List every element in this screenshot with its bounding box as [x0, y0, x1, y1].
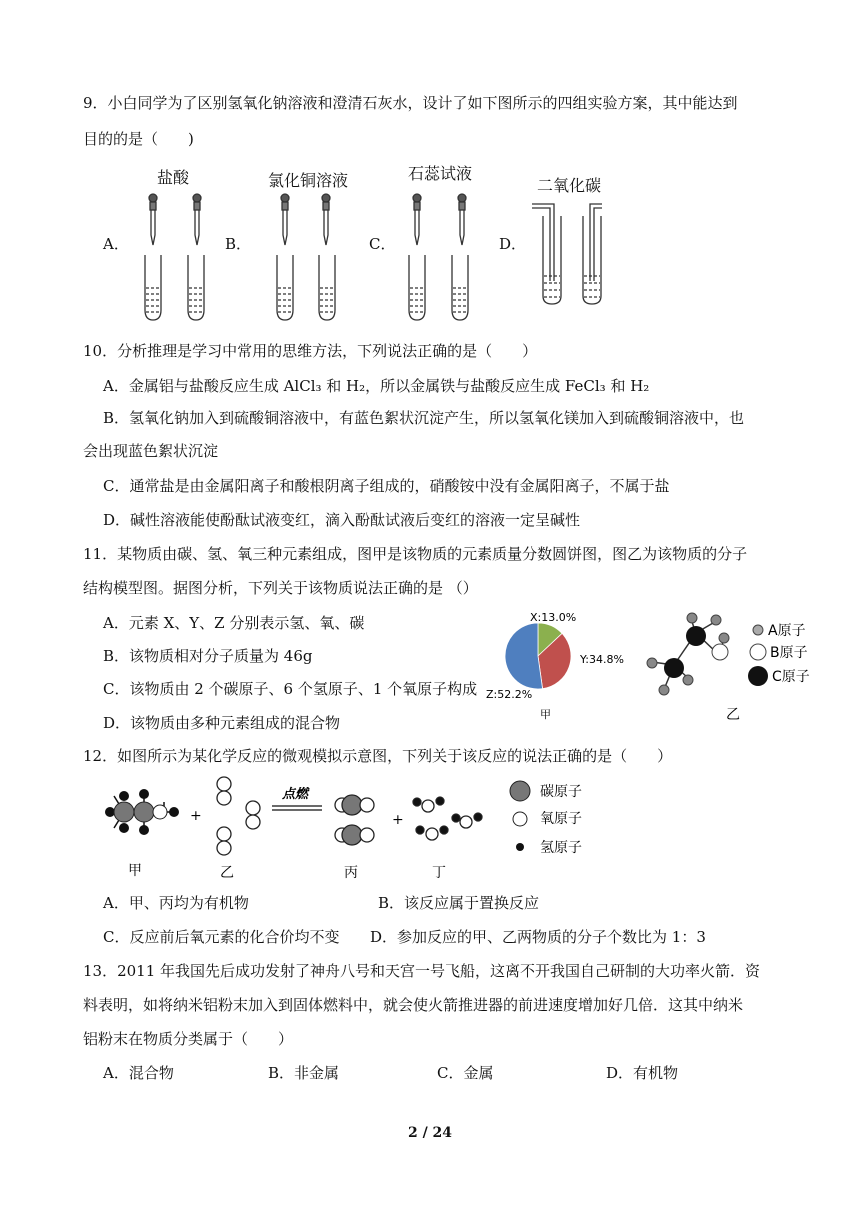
q13-option-d: D．有机物 [606, 1064, 679, 1082]
q11-molecule-model [640, 606, 840, 726]
q12-legend-hydrogen: 氢原子 [540, 840, 582, 856]
q9-reagent-a: 盐酸 [157, 168, 190, 187]
q10-option-b-line1: B．氢氧化钠加入到硫酸铜溶液中，有蓝色絮状沉淀产生，所以氢氧化镁加入到硫酸铜溶液中，也 [103, 409, 745, 427]
q12-caption-ding: 丁 [432, 865, 446, 881]
q11-stem-line2: 结构模型图。据图分析，下列关于该物质说法正确的是 （） [83, 579, 478, 597]
q12-option-b: B．该反应属于置换反应 [378, 894, 540, 912]
q9-option-a-label: A． [103, 235, 129, 253]
q12-legend-oxygen: 氧原子 [540, 811, 582, 827]
q10-option-d: D．碱性溶液能使酚酞试液变红，滴入酚酞试液后变红的溶液一定呈碱性 [103, 511, 581, 529]
q9-reagent-d: 二氧化碳 [537, 176, 602, 195]
q12-caption-bing: 丙 [344, 865, 358, 881]
q12-caption-jia: 甲 [128, 863, 142, 879]
q12-arrow-label: 点燃 [282, 787, 309, 802]
q13-stem-line1: 13．2011 年我国先后成功发射了神舟八号和天宫一号飞船，这离不开我国自己研制的大功率火箭．资 [83, 962, 761, 980]
pie-slice-z [505, 623, 543, 689]
q9-stem-line2: 目的的是（ ) [83, 130, 194, 148]
q12-reaction-diagram [100, 772, 620, 882]
q12-legend-carbon: 碳原子 [540, 784, 582, 800]
q12-legend-oxygen-icon [513, 812, 527, 826]
q12-plus-2: + [392, 812, 404, 828]
q11-option-c: C．该物质由 2 个碳原子、6 个氢原子、1 个氧原子构成 [103, 680, 478, 698]
q12-option-a: A．甲、丙均为有机物 [103, 894, 249, 912]
q11-pie-label-x: X:13.0% [530, 611, 577, 624]
q11-model-caption: 乙 [726, 707, 740, 723]
q12-molecule-bing [335, 795, 374, 845]
q9-option-c-label: C． [369, 235, 396, 253]
q10-option-c: C．通常盐是由金属阳离子和酸根阴离子组成的，硝酸铵中没有金属阳离子，不属于盐 [103, 477, 670, 495]
q11-option-a: A．元素 X、Y、Z 分别表示氢、氧、碳 [103, 614, 365, 632]
q10-option-b-line2: 会出现蓝色絮状沉淀 [83, 442, 219, 460]
q13-option-c: C．金属 [437, 1064, 494, 1082]
q10-option-a: A．金属铝与盐酸反应生成 AlCl₃ 和 H₂，所以金属铁与盐酸反应生成 FeCl₃ 和 H₂ [103, 377, 650, 395]
q12-caption-yi: 乙 [220, 865, 234, 881]
q11-legend-b: B原子 [770, 645, 808, 661]
q12-legend-carbon-icon [510, 781, 530, 801]
q9-apparatus-d [530, 196, 610, 311]
page-number: 2 / 24 [407, 1125, 453, 1141]
q12-molecule-yi [217, 777, 260, 855]
q13-stem-line2: 料表明，如将纳米铝粉末加入到固体燃料中，就会使火箭推进器的前进速度增加好几倍．这其中纳米 [83, 996, 744, 1014]
q9-option-b-label: B． [225, 235, 252, 253]
q12-molecule-ding [413, 797, 482, 840]
q9-apparatus-a [140, 190, 210, 325]
q12-option-d: D．参加反应的甲、乙两物质的分子个数比为 1：3 [370, 928, 706, 946]
q11-pie-chart [486, 606, 624, 721]
q9-apparatus-c [404, 190, 474, 325]
q11-pie-label-z: Z:52.2% [486, 688, 533, 701]
q10-stem: 10．分析推理是学习中常用的思维方法，下列说法正确的是（ ） [83, 342, 538, 360]
q11-stem-line1: 11．某物质由碳、氢、氧三种元素组成，图甲是该物质的元素质量分数圆饼图，图乙为该物质的分子 [83, 545, 748, 563]
q11-legend-a: A原子 [768, 623, 806, 639]
q12-stem: 12．如图所示为某化学反应的微观模拟示意图，下列关于该反应的说法正确的是（ ） [83, 747, 673, 765]
q13-option-b: B．非金属 [268, 1064, 340, 1082]
q11-option-b: B．该物质相对分子质量为 46g [103, 647, 313, 665]
q12-option-c: C．反应前后氧元素的化合价均不变 [103, 928, 340, 946]
q13-option-a: A．混合物 [103, 1064, 174, 1082]
q9-option-d-label: D． [499, 235, 527, 253]
q11-pie-caption: 甲 [540, 708, 551, 721]
q11-legend-c: C原子 [772, 669, 810, 685]
q9-apparatus-b [270, 190, 340, 325]
q12-plus-1: + [190, 808, 202, 824]
q11-option-d: D．该物质由多种元素组成的混合物 [103, 714, 341, 732]
q12-legend-hydrogen-icon [516, 843, 524, 851]
q9-reagent-c: 石蕊试液 [408, 164, 473, 183]
q9-reagent-b: 氯化铜溶液 [268, 171, 349, 190]
q11-pie-label-y: Y:34.8% [580, 653, 624, 666]
q12-molecule-jia [105, 789, 179, 835]
q9-stem-line1: 9．小白同学为了区别氢氧化钠溶液和澄清石灰水，设计了如下图所示的四组实验方案，其中能达到 [83, 94, 738, 112]
q13-stem-line3: 铝粉末在物质分类属于（ ） [83, 1030, 294, 1048]
